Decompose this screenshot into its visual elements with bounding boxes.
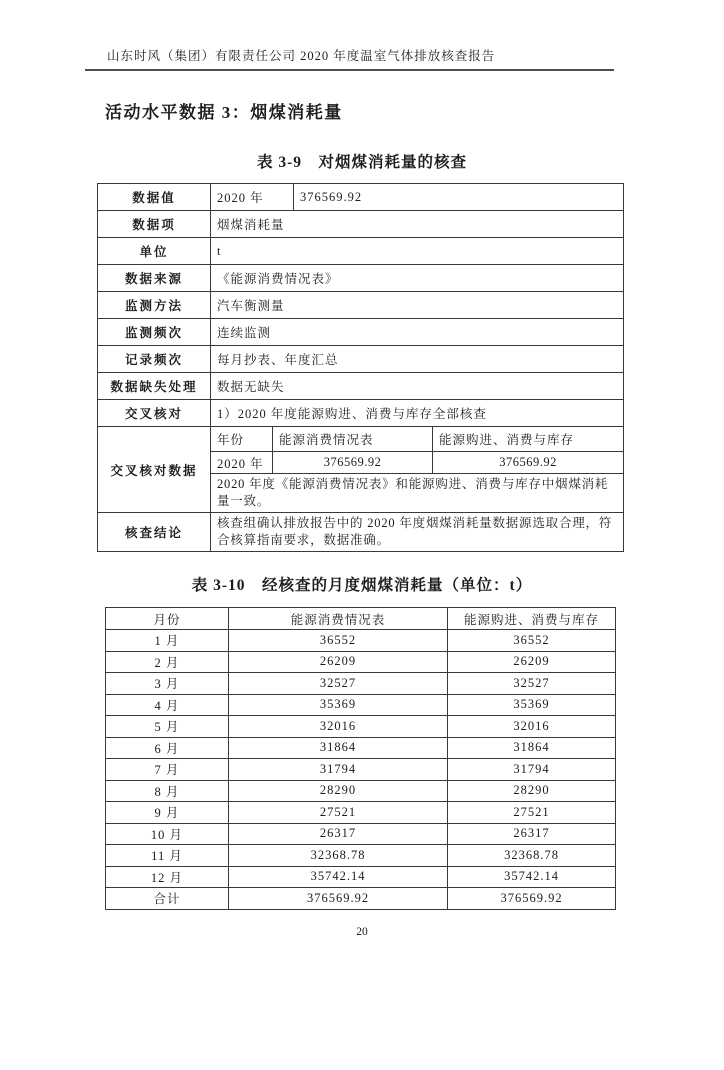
- section-title: 活动水平数据 3：烟煤消耗量: [105, 103, 343, 122]
- purchase-cell: 36552: [448, 630, 616, 652]
- sub-consumption-cell: 376569.92: [273, 452, 433, 474]
- page-number: 20: [356, 925, 368, 938]
- purchase-cell: 35742.14: [448, 866, 616, 888]
- row-label-cell: 监测方法: [98, 292, 211, 319]
- consumption-cell: 26317: [229, 823, 448, 845]
- month-cell: 10 月: [106, 823, 229, 845]
- table-row: [98, 513, 624, 552]
- month-cell: 1 月: [106, 630, 229, 652]
- sub-header-purchase-cell: 能源购进、消费与库存: [433, 427, 624, 452]
- table-row: [98, 346, 624, 373]
- table-3-10-monthly: [105, 607, 616, 910]
- data-item-cell: 烟煤消耗量: [211, 211, 624, 238]
- row-label-cell: 记录频次: [98, 346, 211, 373]
- purchase-cell: 32368.78: [448, 845, 616, 867]
- missing-data-cell: 数据无缺失: [211, 373, 624, 400]
- row-label-cell: 数据来源: [98, 265, 211, 292]
- table-row: [106, 651, 616, 673]
- purchase-cell: 26209: [448, 651, 616, 673]
- row-label-cell: 交叉核对数据: [98, 427, 211, 513]
- purchase-cell: 31794: [448, 759, 616, 781]
- conclusion-cell: 核查组确认排放报告中的 2020 年度烟煤消耗量数据源选取合理，符合核算指南要求，数据准确。: [211, 513, 624, 552]
- purchase-cell: 31864: [448, 737, 616, 759]
- table-row: [106, 716, 616, 738]
- month-cell: 2 月: [106, 651, 229, 673]
- month-cell: 11 月: [106, 845, 229, 867]
- row-label-cell: 数据缺失处理: [98, 373, 211, 400]
- cross-check-note-cell: 2020 年度《能源消费情况表》和能源购进、消费与库存中烟煤消耗量一致。: [211, 474, 624, 513]
- sub-header-consumption-cell: 能源消费情况表: [273, 427, 433, 452]
- consumption-cell: 32527: [229, 673, 448, 695]
- row-label-cell: 核查结论: [98, 513, 211, 552]
- purchase-cell: 376569.92: [448, 888, 616, 910]
- month-cell: 8 月: [106, 780, 229, 802]
- table-row: [98, 238, 624, 265]
- unit-cell: t: [211, 238, 624, 265]
- consumption-cell: 32368.78: [229, 845, 448, 867]
- table-row: [106, 737, 616, 759]
- page-header: [85, 46, 614, 71]
- consumption-header-cell: 能源消费情况表: [229, 608, 448, 630]
- consumption-cell: 31864: [229, 737, 448, 759]
- month-cell: 5 月: [106, 716, 229, 738]
- month-cell: 12 月: [106, 866, 229, 888]
- table-row: [98, 373, 624, 400]
- table-row: [106, 845, 616, 867]
- table-row: [98, 265, 624, 292]
- table-3-9-verification: [97, 183, 624, 552]
- row-label-cell: 监测频次: [98, 319, 211, 346]
- consumption-cell: 35742.14: [229, 866, 448, 888]
- table-row: [98, 292, 624, 319]
- consumption-cell: 28290: [229, 780, 448, 802]
- month-header-cell: 月份: [106, 608, 229, 630]
- table-row: [106, 780, 616, 802]
- monitor-freq-cell: 连续监测: [211, 319, 624, 346]
- month-cell: 4 月: [106, 694, 229, 716]
- table-row: [98, 427, 624, 452]
- sub-purchase-cell: 376569.92: [433, 452, 624, 474]
- purchase-cell: 26317: [448, 823, 616, 845]
- consumption-cell: 35369: [229, 694, 448, 716]
- month-cell: 9 月: [106, 802, 229, 824]
- row-label-cell: 交叉核对: [98, 400, 211, 427]
- table-3-9-caption: 表 3-9 对烟煤消耗量的核查: [256, 154, 468, 171]
- row-label-cell: 数据值: [98, 184, 211, 211]
- consumption-cell: 26209: [229, 651, 448, 673]
- row-label-cell: 数据项: [98, 211, 211, 238]
- data-value-year-cell: 2020 年: [211, 184, 294, 211]
- consumption-cell: 36552: [229, 630, 448, 652]
- table-row: [106, 823, 616, 845]
- table-row: [106, 802, 616, 824]
- purchase-cell: 32527: [448, 673, 616, 695]
- purchase-cell: 27521: [448, 802, 616, 824]
- record-freq-cell: 每月抄表、年度汇总: [211, 346, 624, 373]
- purchase-cell: 28290: [448, 780, 616, 802]
- monitor-method-cell: 汽车衡测量: [211, 292, 624, 319]
- table-row: [106, 694, 616, 716]
- month-cell: 合计: [106, 888, 229, 910]
- table-3-10-caption: 表 3-10 经核查的月度烟煤消耗量（单位：t）: [191, 577, 533, 594]
- table-row: [106, 759, 616, 781]
- row-label-cell: 单位: [98, 238, 211, 265]
- table-header-row: [106, 608, 616, 630]
- sub-header-year-cell: 年份: [211, 427, 273, 452]
- page-header-title: 山东时风（集团）有限责任公司 2020 年度温室气体排放核查报告: [107, 49, 496, 63]
- data-source-cell: 《能源消费情况表》: [211, 265, 624, 292]
- consumption-cell: 27521: [229, 802, 448, 824]
- table-row: [98, 184, 624, 211]
- consumption-cell: 31794: [229, 759, 448, 781]
- table-row: [106, 630, 616, 652]
- table-row: [106, 866, 616, 888]
- purchase-header-cell: 能源购进、消费与库存: [448, 608, 616, 630]
- cross-check-cell: 1）2020 年度能源购进、消费与库存全部核查: [211, 400, 624, 427]
- table-row: [106, 673, 616, 695]
- table-row: [98, 319, 624, 346]
- table-row: [98, 400, 624, 427]
- table-row: [98, 211, 624, 238]
- monthly-rows: [106, 630, 616, 910]
- consumption-cell: 32016: [229, 716, 448, 738]
- month-cell: 3 月: [106, 673, 229, 695]
- month-cell: 6 月: [106, 737, 229, 759]
- consumption-cell: 376569.92: [229, 888, 448, 910]
- purchase-cell: 32016: [448, 716, 616, 738]
- purchase-cell: 35369: [448, 694, 616, 716]
- data-value-cell: 376569.92: [294, 184, 624, 211]
- sub-year-cell: 2020 年: [211, 452, 273, 474]
- month-cell: 7 月: [106, 759, 229, 781]
- table-row: [106, 888, 616, 910]
